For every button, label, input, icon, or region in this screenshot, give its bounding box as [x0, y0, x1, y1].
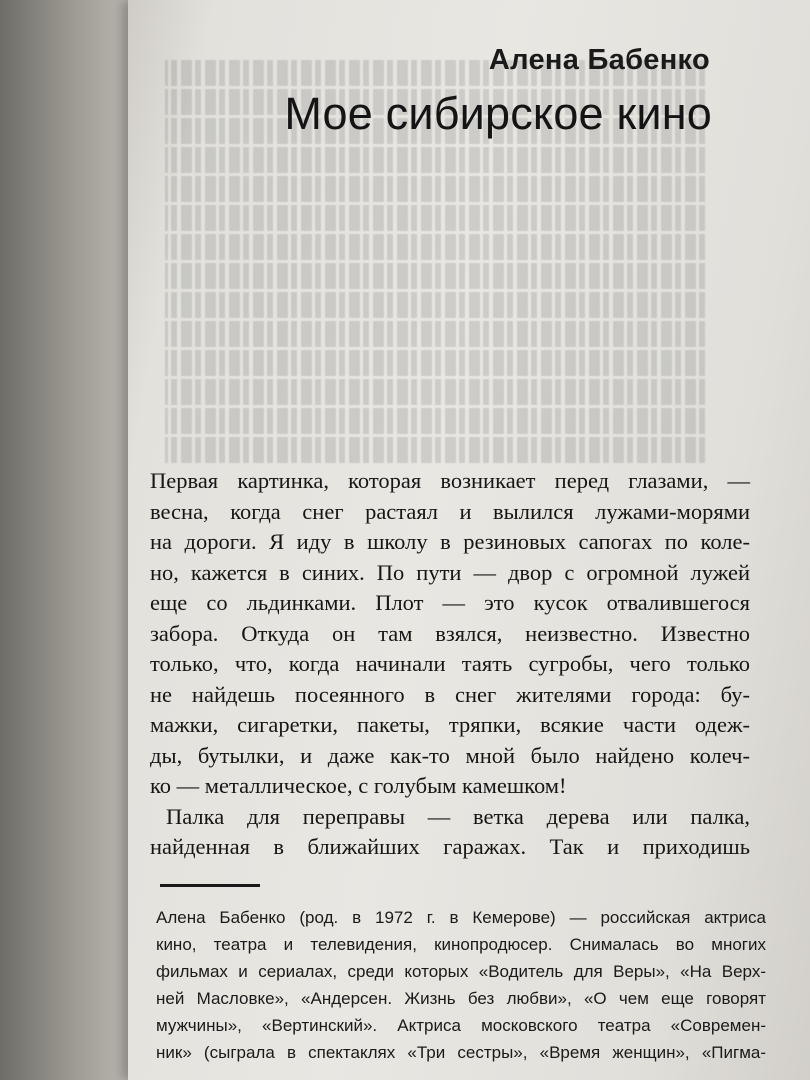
body-line: на дороги. Я иду в школу в резиновых сапогах по коле-: [150, 529, 750, 554]
chapter-title: Мое сибирское кино: [284, 88, 712, 139]
body-line: найденная в ближайших гаражах. Так и приходишь: [150, 834, 750, 859]
footnote-line: мужчины», «Вертинский». Актриса московского театра «Современ-: [156, 1016, 766, 1035]
body-line: мажки, сигаретки, пакеты, тряпки, всякие части одеж-: [150, 712, 750, 737]
footnote-line: ник» (сыграла в спектаклях «Три сестры», «Время женщин», «Пигма-: [156, 1043, 766, 1062]
facing-page-edge: [0, 0, 135, 1080]
footnote-divider: [160, 884, 260, 887]
body-line: Первая картинка, которая возникает перед глазами, —: [150, 468, 750, 493]
body-line: забора. Откуда он там взялся, неизвестно. Известно: [150, 620, 750, 646]
author-name: Алена Бабенко: [488, 44, 710, 76]
footnote-line: кино, театра и телевидения, кинопродюсер. Снималась во многих: [156, 935, 766, 954]
body-line: ды, бутылки, и даже как-то мной было найдено колеч-: [150, 742, 750, 768]
body-line: ко — металлическое, с голубым камешком!: [150, 773, 567, 798]
body-line: не найдешь посеянного в снег жителями города: бу-: [150, 681, 750, 707]
footnote: [156, 904, 766, 1066]
footnote-line: ней Масловке», «Андерсен. Жизнь без любви», «О чем еще говорят: [156, 989, 766, 1008]
body-line: Палка для переправы — ветка дерева или палка,: [166, 803, 750, 829]
body-line: весна, когда снег растаял и вылился лужами-морями: [150, 498, 750, 524]
body-line: но, кажется в синих. По пути — двор с огромной лужей: [150, 559, 750, 585]
body-line: еще со льдинками. Плот — это кусок отвалившегося: [150, 590, 750, 615]
body-text: [150, 466, 750, 863]
body-line: только, что, когда начинали таять сугробы, чего только: [150, 651, 750, 676]
footnote-line: фильмах и сериалах, среди которых «Водитель для Веры», «На Верх-: [156, 962, 766, 981]
footnote-line: Алена Бабенко (род. в 1972 г. в Кемерове) — российская актриса: [156, 908, 766, 927]
